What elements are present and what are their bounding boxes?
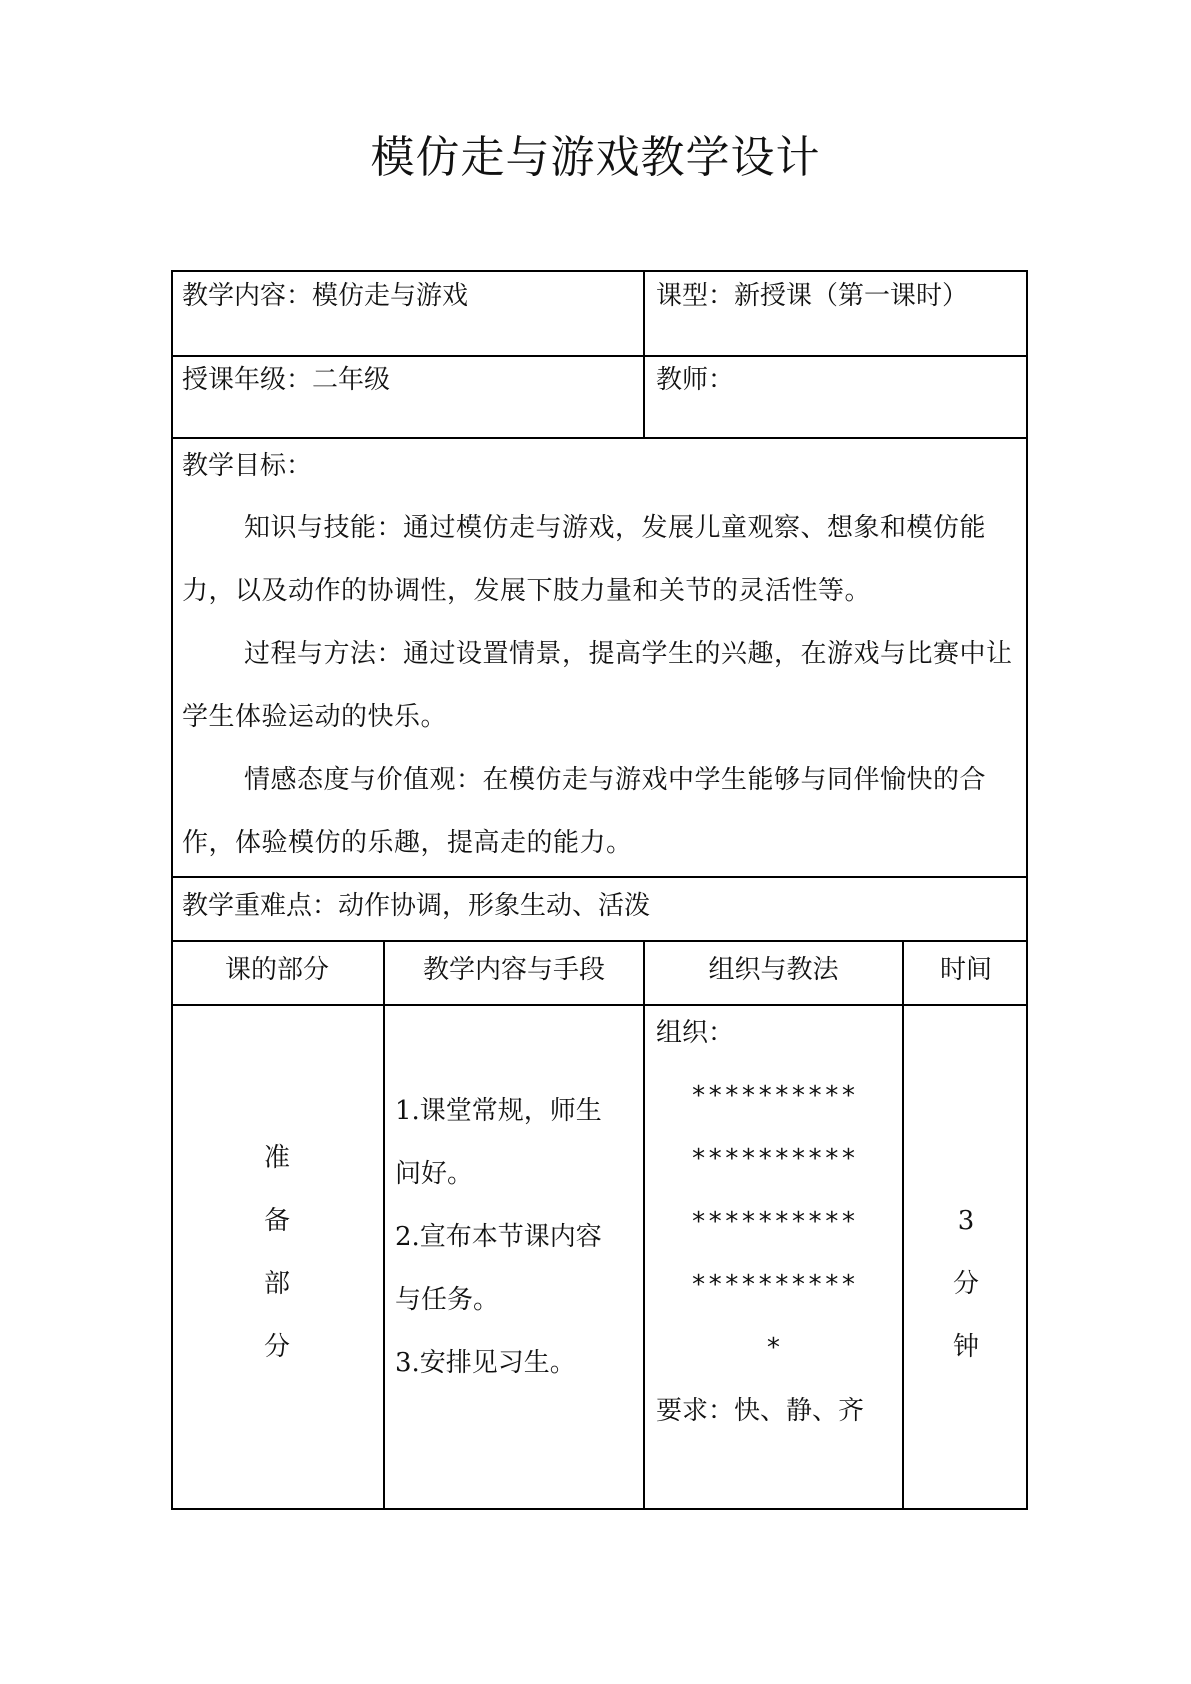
teaching-content-label: 教学内容：模仿走与游戏 (182, 281, 469, 311)
content-line: 问好。 (395, 1159, 474, 1189)
content-item-1 (395, 1080, 602, 1395)
requirement-text: 要求：快、静、齐 (656, 1396, 865, 1426)
lesson-type-label: 课型：新授课（第一课时） (656, 281, 969, 311)
time-value (904, 1190, 1028, 1379)
row-divider (171, 1004, 1028, 1006)
time-char: 3 (957, 1206, 975, 1236)
key-difficult-points: 教学重难点：动作协调，形象生动、活泼 (182, 891, 651, 921)
objective-process-methods: 过程与方法：通过设置情景，提高学生的兴趣，在游戏与比赛中让学生体验运动的快乐。 (182, 639, 1013, 732)
formation-row: ********** (690, 1207, 858, 1237)
formation-diagram (645, 1065, 903, 1380)
teacher-label: 教师： (656, 365, 735, 395)
column-header-organization: 组织与教法 (708, 955, 839, 985)
column-header-content: 教学内容与手段 (422, 955, 605, 985)
content-line: 1.课堂常规，师生 (395, 1096, 602, 1126)
time-char: 分 (952, 1269, 979, 1299)
part-char: 分 (263, 1332, 290, 1362)
row-divider (171, 355, 1028, 357)
formation-row: ********** (690, 1270, 858, 1300)
formation-teacher: * (765, 1333, 783, 1363)
content-line: 与任务。 (395, 1285, 500, 1315)
formation-row: ********** (690, 1144, 858, 1174)
organization-heading: 组织： (656, 1018, 735, 1048)
time-char: 钟 (952, 1332, 979, 1362)
column-divider (643, 270, 645, 438)
objectives-heading: 教学目标： (182, 451, 313, 481)
content-line: 3.安排见习生。 (395, 1348, 576, 1378)
row-divider (171, 437, 1028, 439)
content-line: 2.宣布本节课内容 (395, 1222, 602, 1252)
row-divider (171, 876, 1028, 878)
column-divider (383, 940, 385, 1510)
objective-knowledge-skills: 知识与技能：通过模仿走与游戏，发展儿童观察、想象和模仿能力，以及动作的协调性，发展下肢力量和关节的灵活性等。 (182, 513, 987, 606)
document-title: 模仿走与游戏教学设计 (370, 132, 821, 183)
row-divider (171, 940, 1028, 942)
column-header-part: 课的部分 (224, 955, 329, 985)
part-name (171, 1127, 383, 1379)
objective-attitude-values: 情感态度与价值观：在模仿走与游戏中学生能够与同伴愉快的合作，体验模仿的乐趣，提高走的能力。 (182, 765, 987, 858)
part-char: 备 (263, 1206, 290, 1236)
formation-row: ********** (690, 1081, 858, 1111)
part-char: 准 (263, 1143, 290, 1173)
column-header-time: 时间 (939, 955, 992, 985)
grade-label: 授课年级：二年级 (182, 365, 391, 395)
part-char: 部 (263, 1269, 290, 1299)
